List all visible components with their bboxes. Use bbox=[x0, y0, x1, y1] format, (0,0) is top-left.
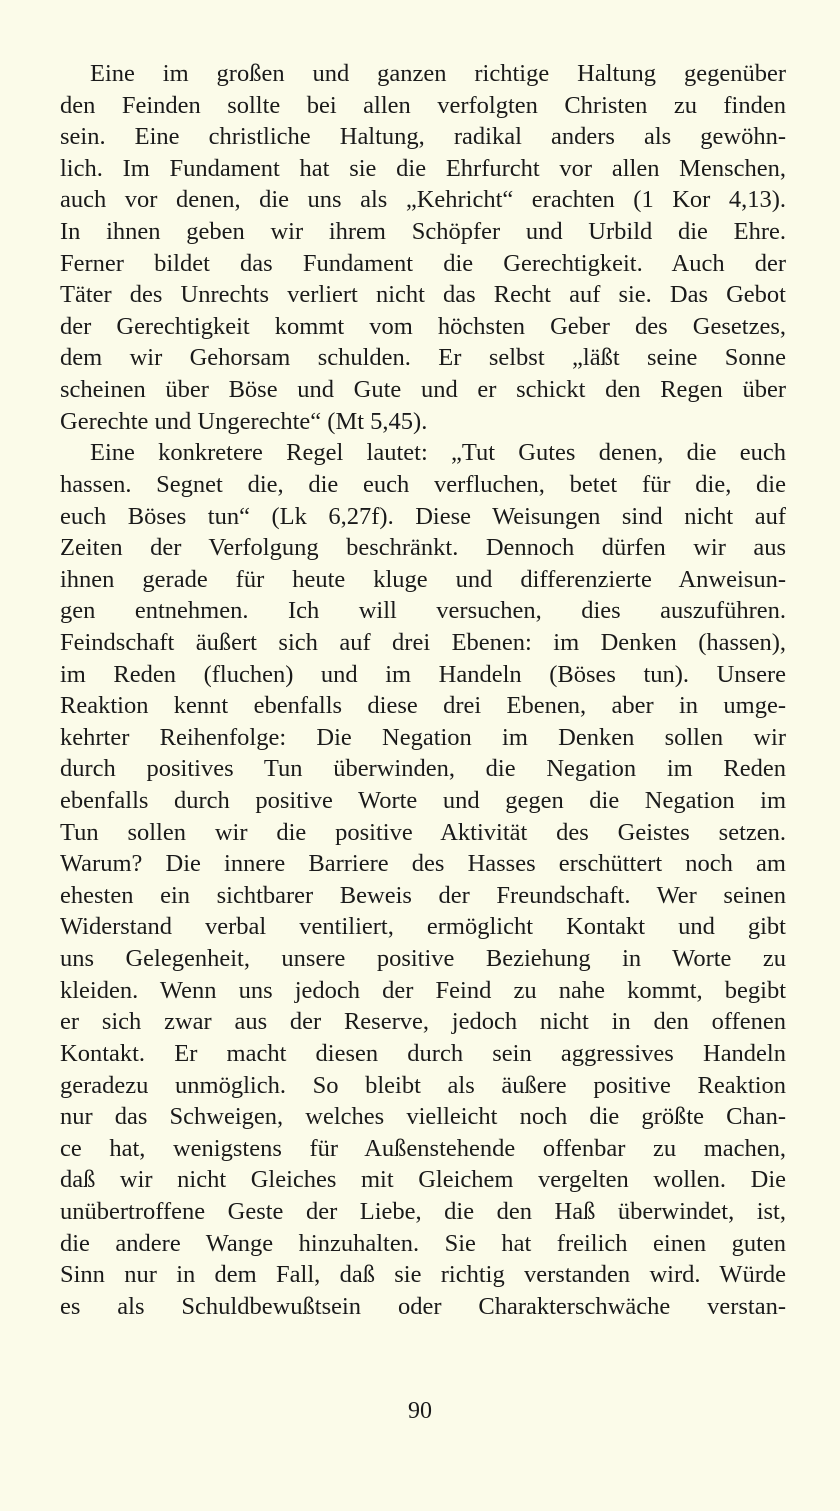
text-line: kehrter Reihenfolge: Die Negation im Denken sollen wir bbox=[60, 723, 786, 751]
text-line: Ferner bildet das Fundament die Gerechtigkeit. Auch der bbox=[60, 249, 786, 277]
text-line: daß wir nicht Gleiches mit Gleichem vergelten wollen. Die bbox=[60, 1166, 786, 1194]
text-line: unübertroffene Geste der Liebe, die den Haß überwindet, ist, bbox=[60, 1197, 786, 1225]
text-line: ebenfalls durch positive Worte und gegen die Negation im bbox=[60, 787, 786, 815]
text-line: ehesten ein sichtbarer Beweis der Freundschaft. Wer seinen bbox=[60, 881, 786, 909]
text-line: Eine im großen und ganzen richtige Haltung gegenüber bbox=[90, 60, 786, 87]
text-line: euch Böses tun“ (Lk 6,27f). Diese Weisungen sind nicht auf bbox=[60, 502, 786, 530]
text-line: Warum? Die innere Barriere des Hasses erschüttert noch am bbox=[60, 850, 786, 878]
text-line: es als Schuldbewußtsein oder Charakterschwäche verstan- bbox=[60, 1292, 786, 1320]
text-line: Gerechte und Ungerechte“ (Mt 5,45). bbox=[60, 407, 428, 435]
text-line: In ihnen geben wir ihrem Schöpfer und Urbild die Ehre. bbox=[60, 218, 786, 246]
text-line: Zeiten der Verfolgung beschränkt. Dennoch dürfen wir aus bbox=[60, 534, 786, 562]
text-line: Feindschaft äußert sich auf drei Ebenen: im Denken (hassen), bbox=[60, 628, 786, 656]
text-line: Sinn nur in dem Fall, daß sie richtig verstanden wird. Würde bbox=[60, 1261, 786, 1289]
text-line: lich. Im Fundament hat sie die Ehrfurcht vor allen Menschen, bbox=[60, 154, 786, 182]
text-line: Reaktion kennt ebenfalls diese drei Ebenen, aber in umge- bbox=[60, 692, 786, 720]
text-line: uns Gelegenheit, unsere positive Beziehung in Worte zu bbox=[60, 945, 786, 973]
paragraph-1 bbox=[60, 58, 786, 437]
text-line: auch vor denen, die uns als „Kehricht“ erachten (1 Kor 4,13). bbox=[60, 186, 786, 214]
text-line: Täter des Unrechts verliert nicht das Recht auf sie. Das Gebot bbox=[60, 281, 786, 309]
text-line: Eine konkretere Regel lautet: „Tut Gutes denen, die euch bbox=[90, 439, 786, 467]
text-line: Kontakt. Er macht diesen durch sein aggressives Handeln bbox=[60, 1039, 786, 1067]
text-line: ihnen gerade für heute kluge und differenzierte Anweisun- bbox=[60, 565, 786, 593]
text-line: die andere Wange hinzuhalten. Sie hat freilich einen guten bbox=[60, 1229, 786, 1257]
text-line: geradezu unmöglich. So bleibt als äußere positive Reaktion bbox=[60, 1071, 786, 1099]
text-line: gen entnehmen. Ich will versuchen, dies auszuführen. bbox=[60, 597, 786, 625]
text-line: Tun sollen wir die positive Aktivität des Geistes setzen. bbox=[60, 818, 786, 846]
text-line: im Reden (fluchen) und im Handeln (Böses tun). Unsere bbox=[60, 660, 786, 688]
text-line: er sich zwar aus der Reserve, jedoch nicht in den offenen bbox=[60, 1008, 786, 1036]
text-line: nur das Schweigen, welches vielleicht noch die größte Chan- bbox=[60, 1103, 786, 1131]
body-text bbox=[60, 58, 786, 1322]
text-line: kleiden. Wenn uns jedoch der Feind zu nahe kommt, begibt bbox=[60, 976, 786, 1004]
text-line: sein. Eine christliche Haltung, radikal anders als gewöhn- bbox=[60, 123, 786, 151]
text-line: durch positives Tun überwinden, die Negation im Reden bbox=[60, 755, 786, 783]
text-line: scheinen über Böse und Gute und er schickt den Regen über bbox=[60, 376, 786, 404]
text-line: dem wir Gehorsam schulden. Er selbst „läßt seine Sonne bbox=[60, 344, 786, 372]
text-line: Widerstand verbal ventiliert, ermöglicht Kontakt und gibt bbox=[60, 913, 786, 941]
text-line: ce hat, wenigstens für Außenstehende offenbar zu machen, bbox=[60, 1134, 786, 1162]
paragraph-2 bbox=[60, 437, 786, 1322]
text-line: der Gerechtigkeit kommt vom höchsten Geber des Gesetzes, bbox=[60, 312, 786, 340]
text-line: hassen. Segnet die, die euch verfluchen, betet für die, die bbox=[60, 470, 786, 498]
page-number: 90 bbox=[408, 1398, 432, 1424]
text-line: den Feinden sollte bei allen verfolgten Christen zu finden bbox=[60, 91, 786, 119]
